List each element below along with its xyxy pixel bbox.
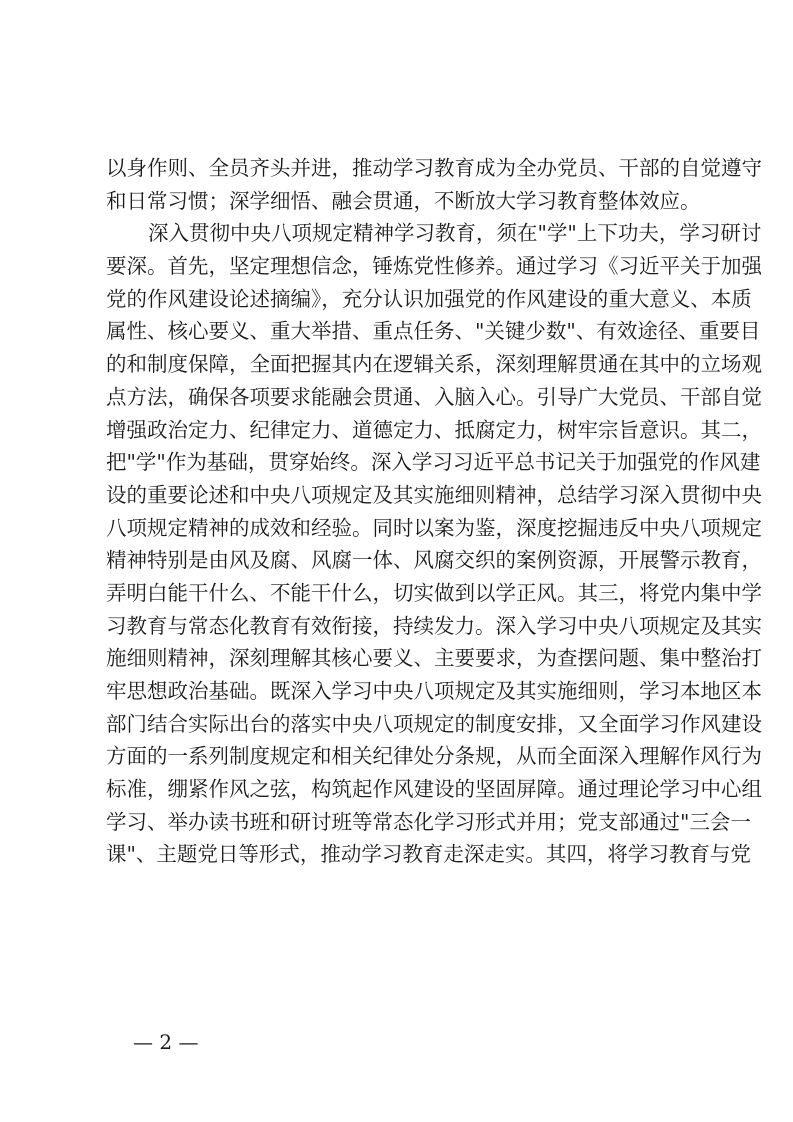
paragraph-2-line-6: 点方法，确保各项要求能融会贯通、入脑入心。引导广大党员、干部自觉 [106,384,762,409]
paragraph-2-line-5: 的和制度保障，全面把握其内在逻辑关系，深刻理解贯通在其中的立场观 [106,352,762,377]
paragraph-2-line-18: 标准，绷紧作风之弦，构筑起作风建设的坚固屏障。通过理论学习中心组 [106,777,762,802]
paragraph-2-line-17: 方面的一系列制度规定和相关纪律处分条规，从而全面深入理解作风行为 [106,744,762,769]
paragraph-2-line-1: 深入贯彻中央八项规定精神学习教育，须在"学"上下功夫，学习研讨 [148,221,762,246]
paragraph-2-line-2: 要深。首先，坚定理想信念，锤炼党性修养。通过学习《习近平关于加强 [106,254,762,279]
paragraph-2-line-9: 设的重要论述和中央八项规定及其实施细则精神，总结学习深入贯彻中央 [106,482,762,507]
paragraph-1-line-1: 以身作则、全员齐头并进，推动学习教育成为全办党员、干部的自觉遵守 [106,156,762,180]
paragraph-2-line-20: 课"、主题党日等形式，推动学习教育走深走实。其四，将学习教育与党 [106,842,751,867]
page-number: — 2 — [133,1030,199,1054]
paragraph-2-line-15: 牢思想政治基础。既深入学习中央八项规定及其实施细则，学习本地区本 [106,679,762,703]
paragraph-2-line-12: 弄明白能干什么、不能干什么，切实做到以学正风。其三，将党内集中学 [106,580,762,605]
paragraph-2-line-7: 增强政治定力、纪律定力、道德定力、抵腐定力，树牢宗旨意识。其二， [106,417,762,442]
paragraph-2-line-3: 党的作风建设论述摘编》，充分认识加强党的作风建设的重大意义、本质 [106,286,752,311]
paragraph-2-line-11: 精神特别是由风及腐、风腐一体、风腐交织的案例资源，开展警示教育， [106,548,762,573]
paragraph-2-line-4: 属性、核心要义、重大举措、重点任务、"关键少数"、有效途径、重要目 [106,319,761,344]
body-text [106,152,762,871]
paragraph-2-line-19: 学习、举办读书班和研讨班等常态化学习形式并用；党支部通过"三会一 [106,809,751,834]
paragraph-2-line-10: 八项规定精神的成效和经验。同时以案为鉴，深度挖掘违反中央八项规定 [106,515,762,540]
paragraph-2-line-13: 习教育与常态化教育有效衔接，持续发力。深入学习中央八项规定及其实 [106,613,762,638]
paragraph-1-line-2: 和日常习惯；深学细悟、融会贯通，不断放大学习教育整体效应。 [106,188,701,213]
paragraph-2-line-14: 施细则精神，深刻理解其核心要义、主要要求，为查摆问题、集中整治打 [106,646,762,671]
paragraph-2-line-8: 把"学"作为基础，贯穿始终。深入学习习近平总书记关于加强党的作风建 [106,450,761,475]
paragraph-2-line-16: 部门结合实际出台的落实中央八项规定的制度安排，又全面学习作风建设 [106,711,762,736]
